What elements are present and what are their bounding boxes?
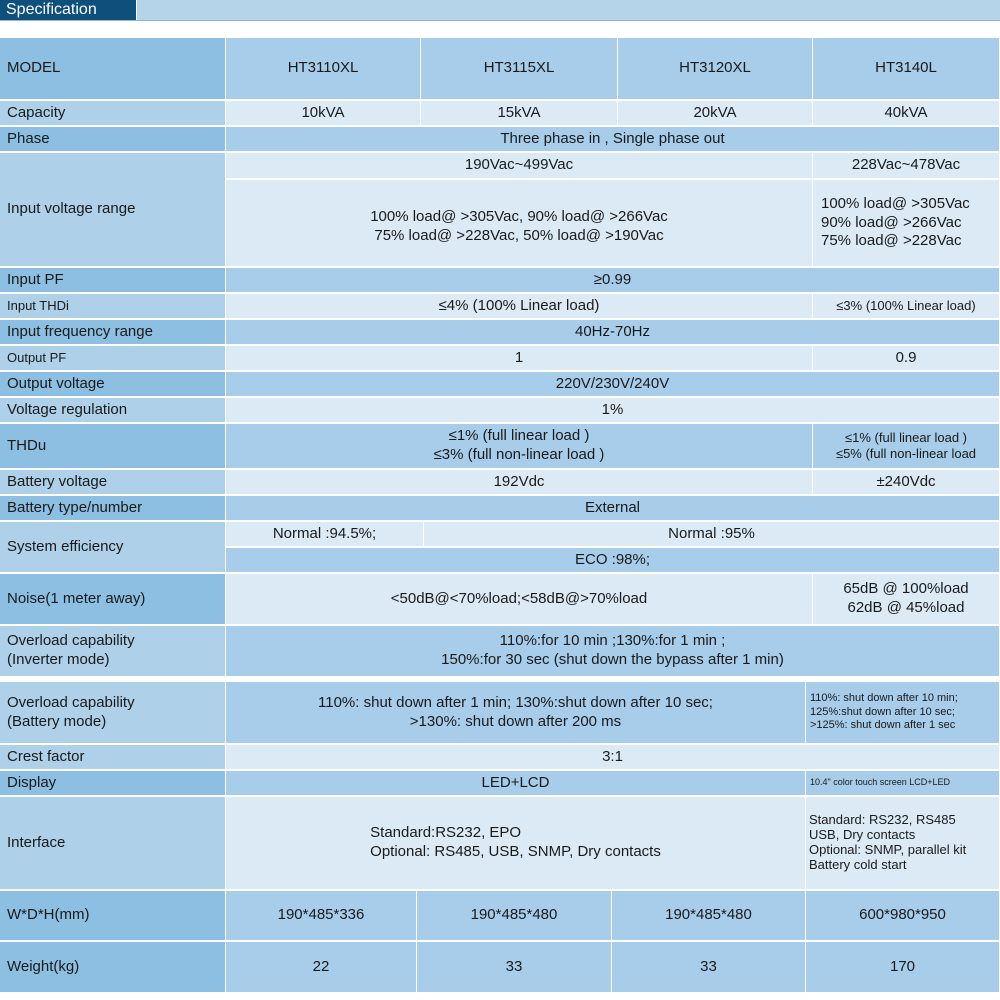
section-header <box>0 0 1000 21</box>
interface-label: Interface <box>0 797 226 891</box>
header-stripe <box>137 0 1000 20</box>
output-voltage-label: Output voltage <box>0 372 226 398</box>
overload-battery-value-a <box>226 682 806 745</box>
thdu-line: ≤1% (full linear load ) <box>844 429 968 445</box>
label-line: Overload capability <box>7 632 135 650</box>
noise-line: 65dB @ 100%load <box>843 580 969 598</box>
display-value-b: 10.4" color touch screen LCD+LED <box>806 771 1000 797</box>
derate-line: 75% load@ >228Vac <box>821 232 962 250</box>
input-freq-value: 40Hz-70Hz <box>226 320 1000 346</box>
noise-line: 62dB @ 45%load <box>847 599 965 616</box>
overload-line: 110%: shut down after 1 min; 130%:shut down after 10 sec; <box>318 693 713 711</box>
section-title: Specification <box>0 0 136 20</box>
weight-value: 170 <box>806 942 1000 994</box>
thdu-label: THDu <box>0 424 226 470</box>
derate-line: 100% load@ >305Vac, 90% load@ >266Vac <box>370 208 668 226</box>
interface-value-a <box>226 797 806 891</box>
capacity-value: 20kVA <box>618 101 813 127</box>
crest-value: 3:1 <box>226 745 1000 771</box>
capacity-value: 40kVA <box>813 101 1000 127</box>
battery-type-label: Battery type/number <box>0 496 226 522</box>
overload-battery-value-b <box>806 682 1000 745</box>
dimensions-label: W*D*H(mm) <box>0 891 226 942</box>
input-voltage-range-a: 190Vac~499Vac <box>226 153 813 180</box>
interface-line: Optional: SNMP, parallel kit <box>809 842 967 857</box>
overload-inverter-value <box>226 626 1000 678</box>
label-line: (Battery mode) <box>7 712 107 730</box>
capacity-value: 10kVA <box>226 101 421 127</box>
battery-voltage-value-b: ±240Vdc <box>813 470 1000 496</box>
thdu-value-a <box>226 424 813 470</box>
thdu-line: ≤1% (full linear load ) <box>448 427 590 445</box>
interface-value-b <box>806 797 1000 891</box>
thdu-value-b <box>813 424 1000 470</box>
noise-value-a: <50dB@<70%load;<58dB@>70%load <box>226 574 813 626</box>
capacity-value: 15kVA <box>421 101 618 127</box>
overload-inverter-label <box>0 626 226 678</box>
input-voltage-derate-a <box>226 180 813 268</box>
input-voltage-derate-b <box>813 180 1000 268</box>
overload-line: >130%: shut down after 200 ms <box>409 712 622 730</box>
battery-voltage-value-a: 192Vdc <box>226 470 813 496</box>
thdu-line: ≤5% (full non-linear load <box>835 446 977 461</box>
output-pf-value-b: 0.9 <box>813 346 1000 372</box>
model-ht3120xl: HT3120XL <box>618 38 813 101</box>
interface-line: Optional: RS485, USB, SNMP, Dry contacts <box>370 843 661 860</box>
weight-value: 33 <box>417 942 612 994</box>
input-voltage-label: Input voltage range <box>0 153 226 268</box>
dimensions-value: 190*485*480 <box>417 891 612 942</box>
efficiency-eco: ECO :98%; <box>226 548 1000 574</box>
display-label: Display <box>0 771 226 797</box>
crest-label: Crest factor <box>0 745 226 771</box>
voltage-reg-label: Voltage regulation <box>0 398 226 424</box>
phase-label: Phase <box>0 127 226 153</box>
efficiency-normal-b: Normal :95% <box>424 522 1000 548</box>
dimensions-value: 600*980*950 <box>806 891 1000 942</box>
model-ht3110xl: HT3110XL <box>226 38 421 101</box>
derate-line: 90% load@ >266Vac <box>821 213 962 231</box>
voltage-reg-value: 1% <box>226 398 1000 424</box>
input-thdi-value-b: ≤3% (100% Linear load) <box>813 294 1000 320</box>
header-rule <box>0 20 1000 21</box>
model-ht3140l: HT3140L <box>813 38 1000 101</box>
overload-line: 110%: shut down after 10 min; <box>810 691 958 704</box>
overload-line: >125%: shut down after 1 sec <box>810 719 956 732</box>
interface-line: Standard:RS232, EPO <box>370 824 522 842</box>
input-pf-value: ≥0.99 <box>226 268 1000 294</box>
capacity-label: Capacity <box>0 101 226 127</box>
weight-value: 33 <box>612 942 806 994</box>
overload-line: 125%:shut down after 10 sec; <box>810 705 955 718</box>
model-label: MODEL <box>0 38 226 101</box>
overload-line: 110%:for 10 min ;130%:for 1 min ; <box>499 632 726 650</box>
input-pf-label: Input PF <box>0 268 226 294</box>
input-thdi-value-a: ≤4% (100% Linear load) <box>226 294 813 320</box>
overload-line: 150%:for 30 sec (shut down the bypass after 1 min) <box>441 651 784 668</box>
interface-line: USB, Dry contacts <box>809 827 916 843</box>
battery-type-value: External <box>226 496 1000 522</box>
noise-value-b <box>813 574 1000 626</box>
dimensions-value: 190*485*336 <box>226 891 417 942</box>
thdu-line: ≤3% (full non-linear load ) <box>433 446 605 463</box>
weight-label: Weight(kg) <box>0 942 226 994</box>
label-line: Overload capability <box>7 693 135 711</box>
display-value-a: LED+LCD <box>226 771 806 797</box>
phase-value: Three phase in , Single phase out <box>226 127 1000 153</box>
efficiency-normal-a: Normal :94.5%; <box>226 522 424 548</box>
derate-line: 75% load@ >228Vac, 50% load@ >190Vac <box>374 227 664 244</box>
label-line: (Inverter mode) <box>7 651 110 668</box>
efficiency-label: System efficiency <box>0 522 226 574</box>
interface-lines <box>370 824 661 862</box>
dimensions-value: 190*485*480 <box>612 891 806 942</box>
overload-battery-label <box>0 682 226 745</box>
input-freq-label: Input frequency range <box>0 320 226 346</box>
output-pf-value-a: 1 <box>226 346 813 372</box>
output-voltage-value: 220V/230V/240V <box>226 372 1000 398</box>
input-thdi-label: Input THDi <box>0 294 226 320</box>
interface-line: Standard: RS232, RS485 <box>809 812 956 828</box>
weight-value: 22 <box>226 942 417 994</box>
interface-line: Battery cold start <box>809 856 907 872</box>
model-ht3115xl: HT3115XL <box>421 38 618 101</box>
battery-voltage-label: Battery voltage <box>0 470 226 496</box>
output-pf-label: Output PF <box>0 346 226 372</box>
derate-line: 100% load@ >305Vac <box>821 194 970 212</box>
input-voltage-range-b: 228Vac~478Vac <box>813 153 1000 180</box>
noise-label: Noise(1 meter away) <box>0 574 226 626</box>
